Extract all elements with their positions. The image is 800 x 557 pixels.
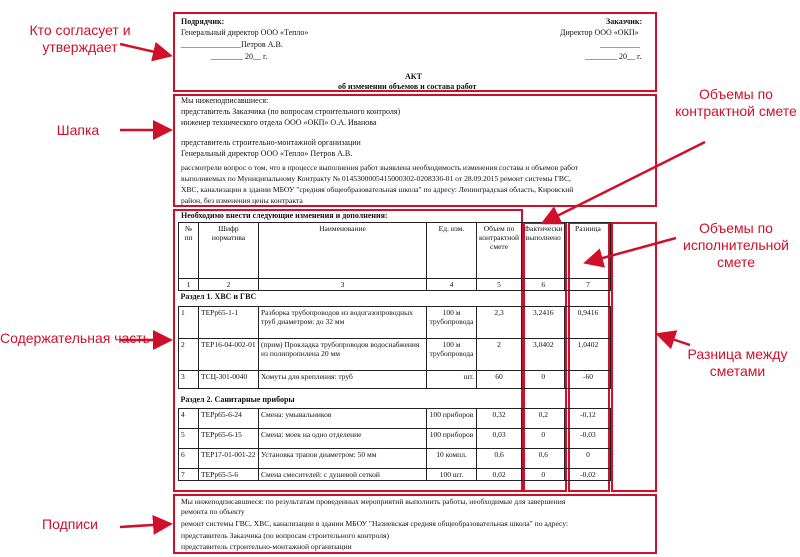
- header-fact: Фактически выполнено: [522, 223, 565, 279]
- row-fact: 3,0402: [522, 339, 565, 371]
- row-num: 4: [179, 409, 199, 429]
- footer-line-4: представитель Заказчика (по вопросам строительного контроля): [181, 531, 390, 540]
- row-code: ТСЦ-301-0040: [199, 371, 259, 389]
- customer-label: Заказчик:: [606, 17, 643, 26]
- contractor-date: ________ 20__ г.: [211, 52, 268, 61]
- header-num: № пп: [179, 223, 199, 279]
- header-name: Наименование: [259, 223, 427, 279]
- header-contract: Объем по контрактной смете: [477, 223, 522, 279]
- row-num: 3: [179, 371, 199, 389]
- col-number: 3: [259, 279, 427, 291]
- row-unit: 100 шт.: [427, 469, 477, 481]
- customer-signature: __________: [600, 40, 640, 49]
- customer-date: ________ 20__ г.: [585, 52, 642, 61]
- row-code: ТЕРр65-5-6: [199, 469, 259, 481]
- footer-line-3: ремонт системы ГВС, ХВС, канализации в здании МБОУ "Назиевская средняя общеобразовательная школа" по адресу:: [181, 519, 569, 528]
- row-diff: 0,9416: [565, 307, 611, 339]
- row-fact: 0,6: [522, 449, 565, 469]
- intro-line-3: инженер технического отдела ООО «ОКП» О.А. Иванова: [181, 118, 377, 127]
- row-contract: 0,02: [477, 469, 522, 481]
- footer-line-5: представитель строительно-монтажной организации: [181, 542, 352, 551]
- annotation-signatures: Подписи: [42, 516, 98, 532]
- table-heading: Необходимо внести следующие изменения и дополнения:: [181, 211, 388, 220]
- row-unit: 100 приборов: [427, 429, 477, 449]
- footer-line-2: ремонта по объекту: [181, 507, 245, 516]
- row-fact: 3,2416: [522, 307, 565, 339]
- row-unit: шт.: [427, 371, 477, 389]
- arrow-executive: [588, 238, 676, 262]
- arrow-difference: [660, 335, 690, 345]
- row-num: 7: [179, 469, 199, 481]
- row-name: Установка трапов диаметром: 50 мм: [259, 449, 427, 469]
- header-diff: Разница: [565, 223, 611, 279]
- header-unit: Ед. изм.: [427, 223, 477, 279]
- row-diff: -0,03: [565, 429, 611, 449]
- row-unit: 10 компл.: [427, 449, 477, 469]
- row-unit: 100 приборов: [427, 409, 477, 429]
- col-number: 2: [199, 279, 259, 291]
- intro-line-9: район, без изменения цены контракта: [181, 196, 303, 205]
- row-name: Смена смесителей: с душевой сеткой: [259, 469, 427, 481]
- row-code: ТЕРр65-6-15: [199, 429, 259, 449]
- row-code: ТЕР17-01-001-22: [199, 449, 259, 469]
- intro-line-4: представитель строительно-монтажной организации: [181, 138, 361, 147]
- row-fact: 0: [522, 469, 565, 481]
- contractor-label: Подрядчик:: [181, 17, 225, 26]
- row-diff: 1,0402: [565, 339, 611, 371]
- annotation-executive: Объемы по исполнительной смете: [683, 220, 789, 270]
- footer-line-1: Мы нижеподписавшиеся: по результатам проведенных мероприятий выполнить работы, необходимые для завершения: [181, 497, 566, 506]
- col-number: 4: [427, 279, 477, 291]
- row-num: 2: [179, 339, 199, 371]
- arrow-approve: [120, 44, 168, 55]
- annotation-header: Шапка: [56, 122, 100, 138]
- row-contract: 2,3: [477, 307, 522, 339]
- header-code: Шифр норматива: [199, 223, 259, 279]
- contractor-position: Генеральный директор ООО «Тепло»: [181, 28, 309, 37]
- act-title: АКТ: [405, 72, 422, 81]
- row-diff: -60: [565, 371, 611, 389]
- row-contract: 0,03: [477, 429, 522, 449]
- row-num: 6: [179, 449, 199, 469]
- row-contract: 60: [477, 371, 522, 389]
- row-contract: 0,32: [477, 409, 522, 429]
- section-title: Раздел 2. Санитарные приборы: [179, 389, 611, 409]
- annotation-contract: Объемы по контрактной смете: [675, 86, 797, 119]
- row-name: Смена: моек на одно отделение: [259, 429, 427, 449]
- row-diff: 0: [565, 449, 611, 469]
- intro-line-5: Генеральный директор ООО «Тепло» Петров А.В.: [181, 149, 353, 158]
- row-fact: 0: [522, 429, 565, 449]
- row-unit: 100 м трубопровода: [427, 339, 477, 371]
- row-contract: 2: [477, 339, 522, 371]
- row-num: 1: [179, 307, 199, 339]
- contractor-signature: _______________Петров А.В.: [181, 40, 283, 49]
- intro-line-1: Мы нижеподписавшиеся:: [181, 96, 269, 105]
- col-number: 7: [565, 279, 611, 291]
- col-number: 5: [477, 279, 522, 291]
- row-fact: 0: [522, 371, 565, 389]
- annotation-difference: Разница между сметами: [687, 346, 788, 379]
- row-code: ТЕРр65-6-24: [199, 409, 259, 429]
- annotation-approve: Кто согласует и утверждает: [29, 22, 131, 55]
- intro-line-7: выполняемых по Муниципальному Контракту № 0145300005415000302-0208336-01 от 28.09.2015 ремонт системы ГВС,: [181, 174, 571, 183]
- arrow-signatures: [120, 524, 168, 527]
- annotation-content: Содержательная часть: [0, 330, 150, 346]
- row-name: Смена: умывальников: [259, 409, 427, 429]
- row-name: Хомуты для крепления: труб: [259, 371, 427, 389]
- act-subtitle: об изменении объемов и состава работ: [338, 82, 477, 91]
- row-name: Разборка трубопроводов из водогазопроводных труб диаметром: до 32 мм: [259, 307, 427, 339]
- intro-line-8: ХВС, канализации в здании МБОУ "средняя общеобразовательная школа" по адресу: Ленинградская область, Кировский: [181, 185, 574, 194]
- intro-line-2: представитель Заказчика (по вопросам строительного контроля): [181, 107, 401, 116]
- row-num: 5: [179, 429, 199, 449]
- intro-line-6: рассмотрели вопрос о том, что в процессе выполнения работ выявлена необходимость изменения состава и объемов работ: [181, 163, 579, 172]
- row-code: ТЕР16-04-002-01: [199, 339, 259, 371]
- section-title: Раздел 1. ХВС и ГВС: [179, 291, 611, 307]
- customer-position: Директор ООО «ОКП»: [560, 28, 639, 37]
- row-unit: 100 м трубопровода: [427, 307, 477, 339]
- col-number: 1: [179, 279, 199, 291]
- row-name: (прим) Прокладка трубопроводов водоснабжения из полипропилена 20 мм: [259, 339, 427, 371]
- arrow-contract: [545, 142, 705, 222]
- row-diff: -0,02: [565, 469, 611, 481]
- row-code: ТЕРр65-1-1: [199, 307, 259, 339]
- row-contract: 0,6: [477, 449, 522, 469]
- row-diff: -0,12: [565, 409, 611, 429]
- col-number: 6: [522, 279, 565, 291]
- row-fact: 0,2: [522, 409, 565, 429]
